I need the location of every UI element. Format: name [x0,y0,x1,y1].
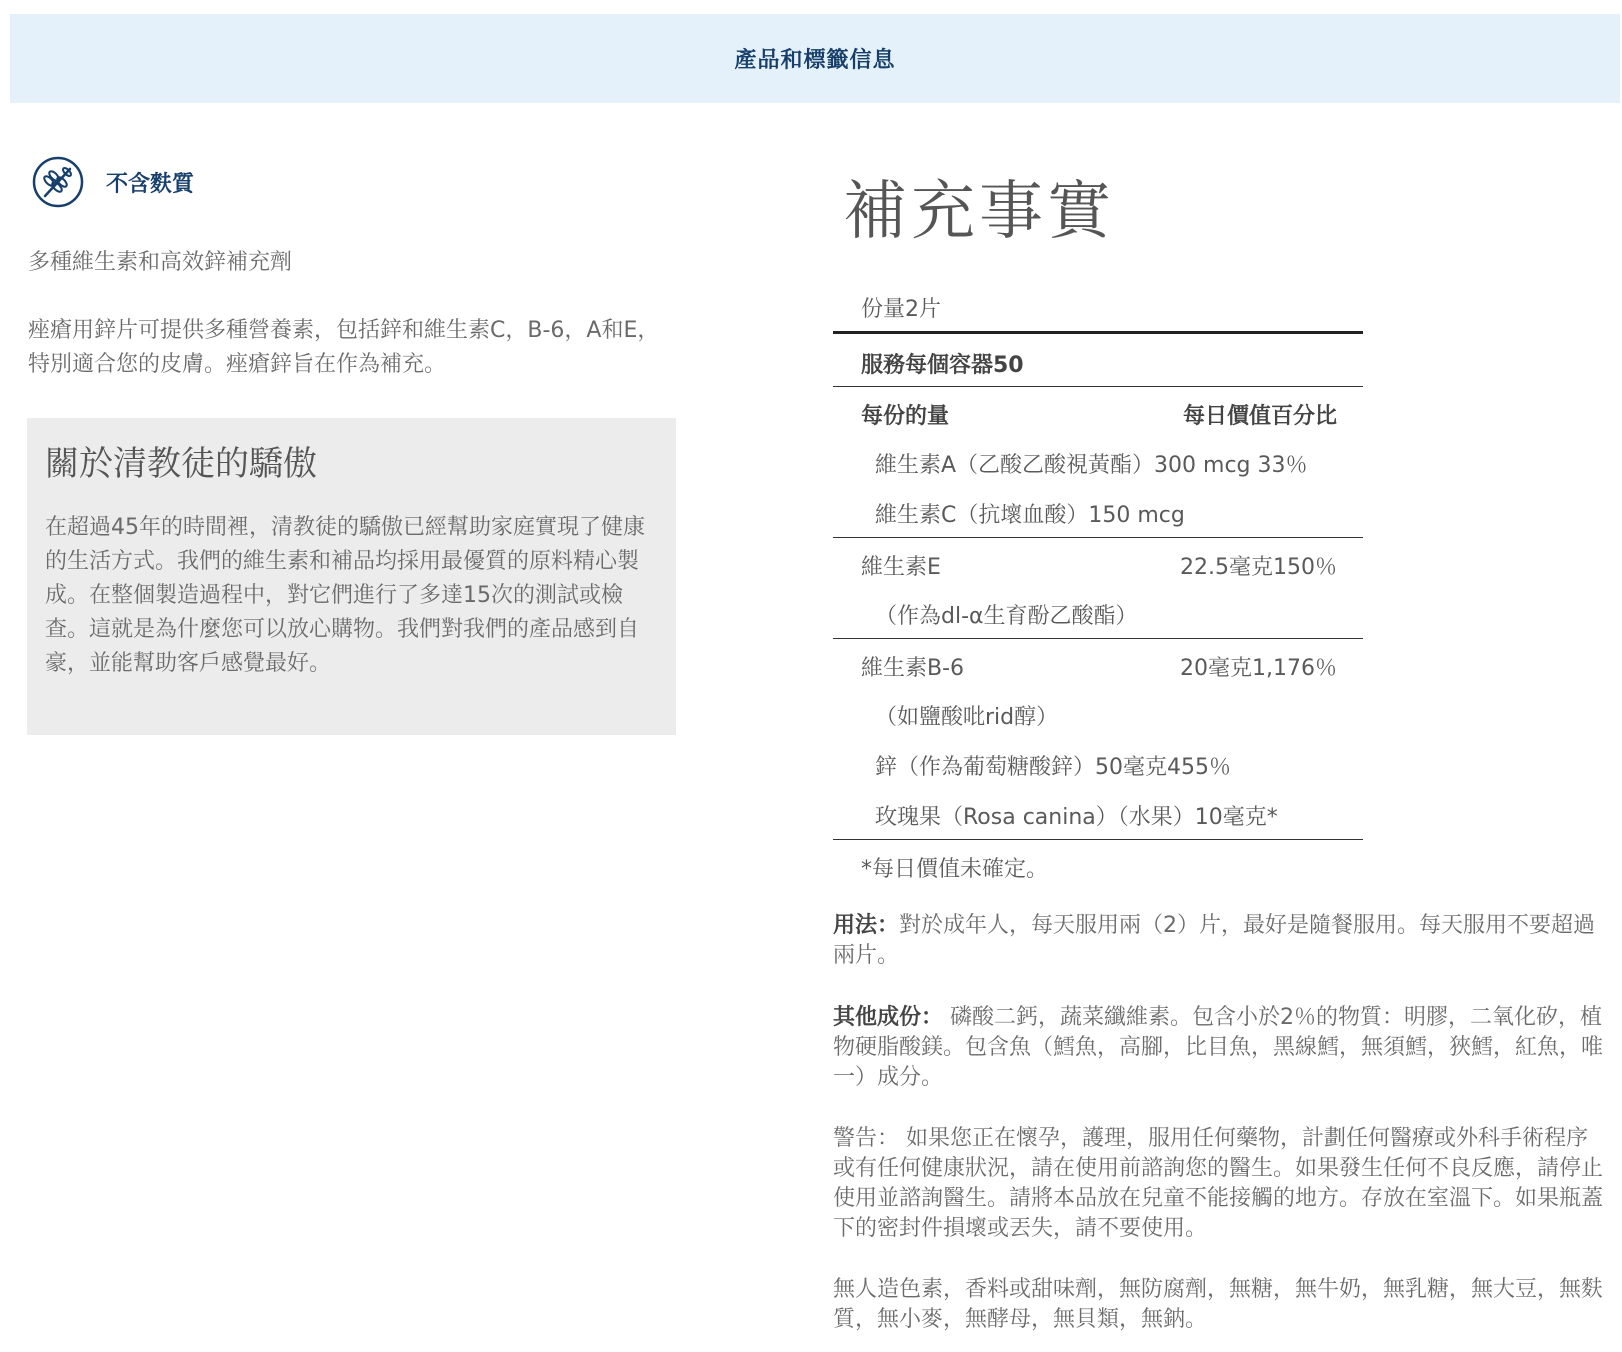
serving-size: 份量2片 [833,282,1363,334]
vitamin-e-row [833,537,1363,588]
ingredients-label: 其他成份： [833,1005,944,1030]
product-subtitle: 多種維生素和高效鋅補充劑 [28,250,293,275]
free-from-paragraph: 無人造色素，香料或甜味劑，無防腐劑，無糖，無牛奶，無乳糖，無大豆，無麩質，無小麥，無酵母，無貝類，無鈉。 [833,1277,1604,1332]
daily-value-header: 每日價值百分比 [1182,404,1337,429]
about-box [27,418,676,735]
usage-text: 對於成年人，每天服用兩（2）片，最好是隨餐服用。每天服用不要超過兩片。 [833,913,1596,968]
header-bar [10,14,1620,103]
amount-per-serving-header: 每份的量 [861,404,950,429]
header-title: 產品和標籤信息 [734,48,896,73]
usage-paragraph [833,911,1603,971]
vitamin-a-row: 維生素A（乙酸乙酸視黃酯）300 mcg 33％ [875,453,1308,478]
about-body: 在超過45年的時間裡，清教徒的驕傲已經幫助家庭實現了健康的生活方式。我們的維生素和補品均採用最優質的原料精心製成。在整個製造過程中，對它們進行了多達15次的測試或檢查。這就是為什麼您可以放心購物。我們對我們的產品感到自豪，並能幫助客戶感覺最好。 [45,515,645,676]
vitamin-e-value: 22.5毫克150％ [1180,555,1337,580]
vitamin-c-row: 維生素C（抗壞血酸）150 mcg [875,503,1185,528]
vitamin-b6-value: 20毫克1,176％ [1180,656,1337,681]
facts-header-row [833,387,1363,437]
product-description: 痤瘡用鋅片可提供多種營養素，包括鋅和維生素C，B-6，A和E，特別適合您的皮膚。痤瘡鋅旨在作為補充。 [28,318,660,377]
usage-label: 用法： [833,913,900,938]
supplement-facts-title: 補充事實 [843,175,1115,249]
supplement-facts-table [833,282,1363,880]
warning-paragraph: 警告： 如果您正在懷孕，護理，服用任何藥物，計劃任何醫療或外科手術程序或有任何健康狀況，請在使用前諮詢您的醫生。如果發生任何不良反應，請停止使用並諮詢醫生。請將本品放在兒童不能接觸的地方。存放在室溫下。如果瓶蓋下的密封件損壞或丟失，請不要使用。 [833,1126,1604,1241]
gluten-free-badge [32,156,194,208]
vitamin-b6-source: （如鹽酸吡rid醇） [875,705,1059,730]
vitamin-b6-name: 維生素B-6 [861,656,965,681]
vitamin-b6-row [833,638,1363,689]
gluten-free-label: 不含麩質 [106,171,195,197]
about-title: 關於清教徒的驕傲 [45,444,317,484]
vitamin-e-source: （作為dl-α生育酚乙酸酯） [875,604,1138,629]
ingredients-paragraph [833,1003,1603,1093]
servings-per-container: 服務每個容器50 [833,334,1363,387]
vitamin-e-name: 維生素E [861,555,941,580]
rose-hips-row: 玫瑰果（Rosa canina）（水果）10毫克* [875,805,1278,830]
ingredients-text: 磷酸二鈣，蔬菜纖維素。包含小於2％的物質：明膠，二氧化矽，植物硬脂酸鎂。包含魚（鱈魚，高腳，比目魚，黑線鱈，無須鱈，狹鱈，紅魚，唯一）成分。 [833,1005,1604,1090]
wheat-icon [32,156,84,208]
facts-footnote: *每日價值未確定。 [861,857,1049,882]
zinc-row: 鋅（作為葡萄糖酸鋅）50毫克455％ [875,755,1231,780]
